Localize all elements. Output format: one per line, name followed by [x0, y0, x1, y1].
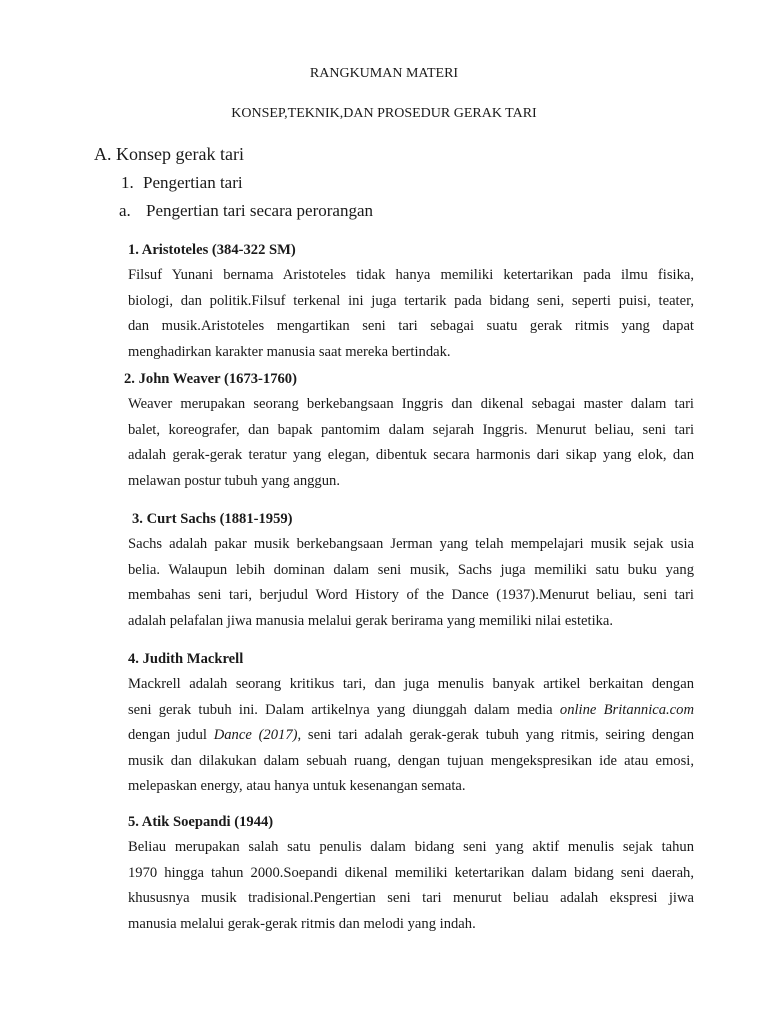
heading-subsection-1	[121, 173, 243, 193]
paragraph-line: belia. Walaupun lebih dominan dalam seni musik, Sachs juga memiliki satu buku yang	[128, 561, 694, 578]
paragraph-line: membahas seni tari, berjudul Word History of the Dance (1937).Menurut beliau, seni tari	[128, 587, 694, 604]
italic-text: online Britannica.com	[559, 701, 694, 718]
italic-text: Dance (2017)	[213, 727, 298, 744]
author-section	[128, 507, 694, 634]
paragraph-line: melepaskan energy, atau hanya untuk kesenangan semata.	[128, 778, 466, 795]
document-title: RANGKUMAN MATERI	[309, 66, 459, 81]
paragraph-line: adalah pelafalan jiwa manusia melalui gerak berirama yang memiliki nilai estetika.	[128, 612, 614, 629]
paragraph-line: Sachs adalah pakar musik berkebangsaan Jerman yang telah mempelajari musik sejak usia	[128, 536, 694, 552]
paragraph-line: seni gerak tubuh ini. Dalam artikelnya yang diunggah dalam media online Britannica.com	[128, 701, 694, 718]
heading-section-a	[94, 144, 244, 165]
paragraph-line: Filsuf Yunani bernama Aristoteles tidak hanya memiliki ketertarikan pada ilmu fisika,	[128, 267, 694, 283]
author-section	[128, 810, 694, 937]
paragraph-line: Beliau merupakan salah satu penulis dalam bidang seni yang aktif menulis sejak tahun	[128, 839, 694, 855]
paragraph-line: dengan judul Dance (2017), seni tari adalah gerak-gerak tubuh yang ritmis, seiring dengan	[128, 727, 694, 744]
author-section	[124, 367, 694, 494]
paragraph-line: menghadirkan karakter manusia saat mereka bertindak.	[128, 343, 451, 360]
heading-text: Pengertian tari secara perorangan	[146, 201, 374, 220]
heading-text: Konsep gerak tari	[116, 144, 244, 164]
paragraph-line: Mackrell adalah seorang kritikus tari, dan juga menulis banyak artikel berkaitan dengan	[128, 676, 694, 692]
paragraph-line: melawan postur tubuh yang anggun.	[128, 472, 340, 489]
author-heading: 2. John Weaver (1673-1760)	[124, 371, 297, 387]
paragraph-line: balet, koreografer, dan bapak pantomim dalam sejarah Inggris. Menurut beliau, seni tari	[128, 421, 694, 438]
paragraph-line: 1970 hingga tahun 2000.Soepandi dikenal memiliki ketertarikan dalam bidang seni daerah,	[128, 864, 694, 881]
author-heading: 5. Atik Soepandi (1944)	[128, 814, 274, 830]
paragraph-line: adalah gerak-gerak teratur yang elegan, dibentuk secara harmonis dari sikap yang elok, dan	[128, 447, 694, 464]
paragraph-line: dan musik.Aristoteles mengartikan seni tari sebagai suatu gerak ritmis yang dapat	[128, 318, 694, 335]
heading-marker: A.	[94, 144, 112, 164]
author-heading: 4. Judith Mackrell	[128, 651, 244, 667]
heading-text: Pengertian tari	[143, 173, 243, 192]
document-subtitle: KONSEP,TEKNIK,DAN PROSEDUR GERAK TARI	[231, 106, 537, 121]
heading-marker: a.	[119, 201, 131, 220]
author-section	[128, 647, 694, 800]
author-heading: 1. Aristoteles (384-322 SM)	[128, 242, 296, 258]
paragraph-line: khususnya musik tradisional.Pengertian seni tari menurut beliau adalah ekspresi jiwa	[128, 890, 694, 907]
author-section	[128, 238, 694, 365]
paragraph-line: biologi, dan politik.Filsuf terkenal ini juga tertarik pada bidang seni, seperti puisi, teater,	[128, 292, 694, 309]
heading-subsection-a	[119, 201, 373, 221]
heading-marker: 1.	[121, 173, 134, 192]
paragraph-line: musik dan dilakukan dalam sebuah ruang, dengan tujuan mengekspresikan ide atau emosi,	[128, 752, 694, 769]
paragraph-line: manusia melalui gerak-gerak ritmis dan melodi yang indah.	[128, 915, 476, 932]
paragraph-line: Weaver merupakan seorang berkebangsaan Inggris dan dikenal sebagai master dalam tari	[128, 396, 694, 412]
author-heading: 3. Curt Sachs (1881-1959)	[132, 511, 293, 527]
